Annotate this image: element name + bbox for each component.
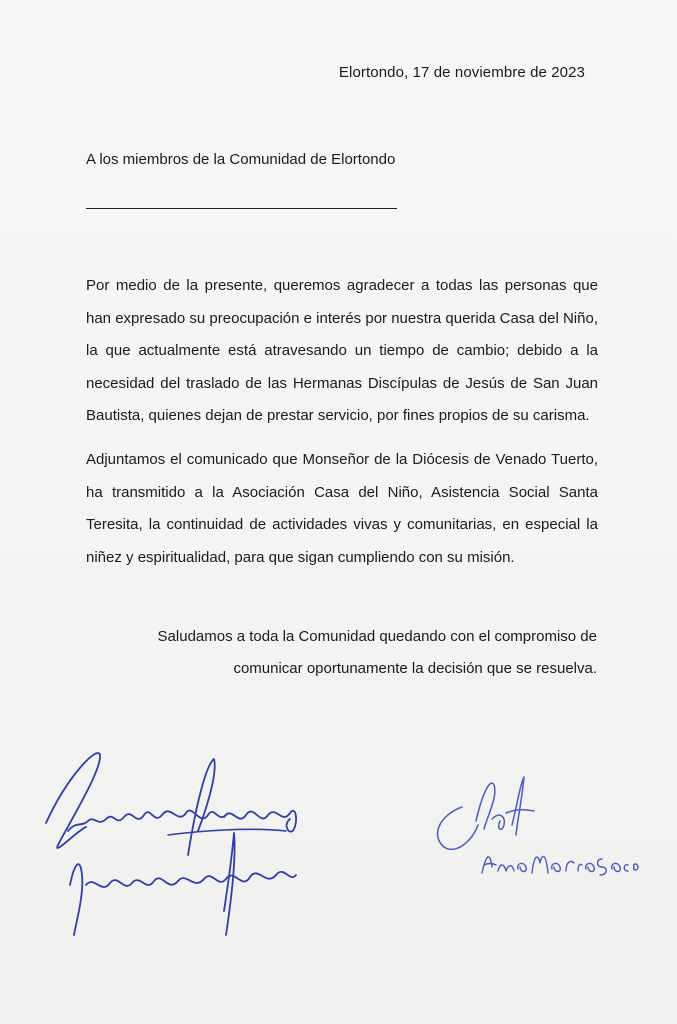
body-paragraph-1: Por medio de la presente, queremos agradecer a todas las personas que han expresado su preocupación e interés por nuestra querida Casa del Niño, la que actualmente está atravesando un tiempo de cambio; debido a la necesidad del traslado de las Hermanas Discípulas de Jesús de San Juan Bautista, quienes dejan de prestar servicio, por fines propios de su carisma. <box>86 277 598 424</box>
closing-paragraph: Saludamos a toda la Comunidad quedando con el compromiso de comunicar oportunamente la decisión que se resuelva. <box>157 628 597 677</box>
date-line: Elortondo, 17 de noviembre de 2023 <box>338 64 585 81</box>
recipient-line: A los miembros de la Comunidad de Elortondo <box>86 151 396 168</box>
handwritten-signature-left <box>28 735 318 950</box>
recipient-underline <box>86 208 397 209</box>
body-paragraph-2: Adjuntamos el comunicado que Monseñor de la Diócesis de Venado Tuerto, ha transmitido a la Asociación Casa del Niño, Asistencia Social Santa Teresita, la continuidad de actividades vivas y comunitarias, en especial la niñez y espiritualidad, para que sigan cumpliendo con su misión. <box>86 451 598 566</box>
handwritten-signature-right <box>420 755 640 895</box>
